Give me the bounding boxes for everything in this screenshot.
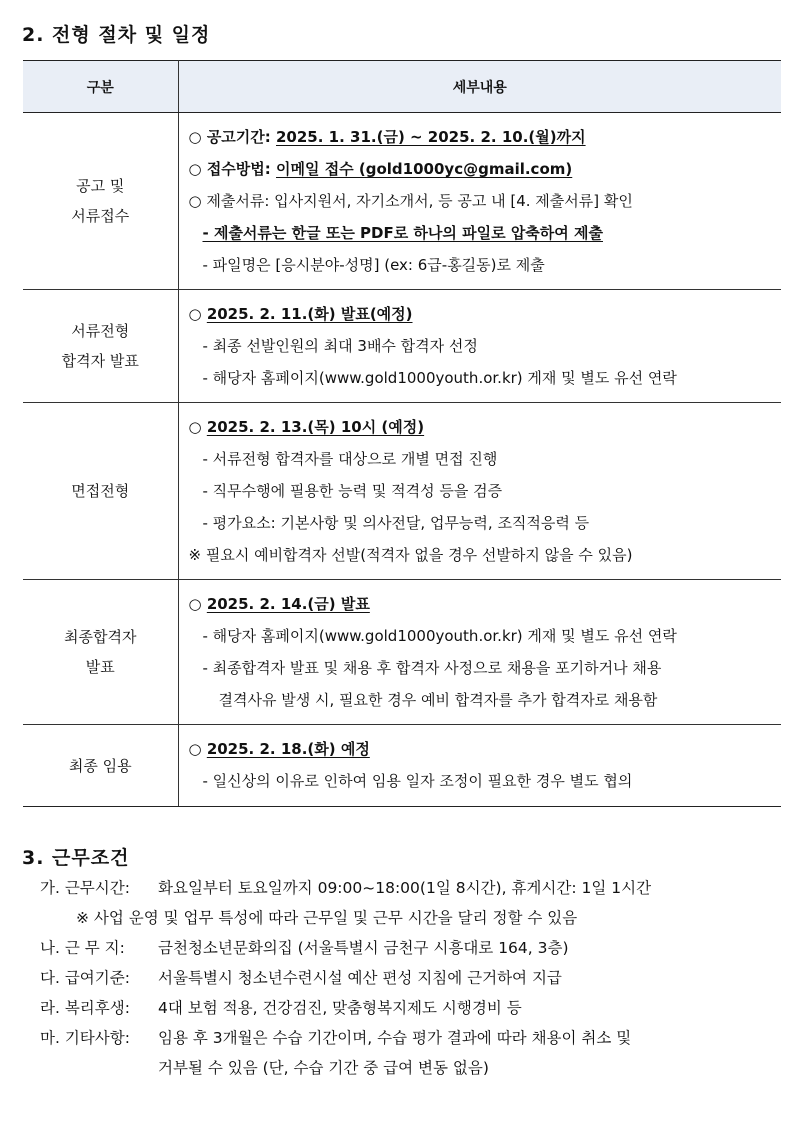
detail-line: - 해당자 홈페이지(www.gold1000youth.or.kr) 게재 및 별도 유선 연락 (202, 627, 677, 645)
row-details (178, 580, 781, 725)
section2-title: 2. 전형 절차 및 일정 (22, 24, 211, 46)
detail-line: 결격사유 발생 시, 필요한 경우 예비 합격자를 추가 합격자로 채용함 (218, 691, 658, 709)
row-category: 최종합격자 발표 (23, 580, 178, 725)
item-text: 4대 보험 적용, 건강검진, 맞춤형복지제도 시행경비 등 (158, 999, 522, 1017)
detail-line: ○ 접수방법: 이메일 접수 (gold1000yc@gmail.com) (188, 160, 573, 178)
detail-line: - 최종합격자 발표 및 채용 후 합격자 사정으로 채용을 포기하거나 채용 (202, 659, 662, 677)
list-item (40, 933, 651, 963)
section3-title: 3. 근무조건 (22, 847, 130, 869)
header-details: 세부내용 (178, 61, 781, 113)
table-row (23, 403, 781, 580)
item-label: 가. 근무시간: (40, 879, 130, 897)
row-category: 서류전형 합격자 발표 (23, 290, 178, 403)
item-text: 화요일부터 토요일까지 09:00~18:00(1일 8시간), 휴게시간: 1일 1시간 (158, 879, 652, 897)
detail-line: ○ 2025. 2. 14.(금) 발표 (188, 595, 370, 613)
table-row (23, 725, 781, 807)
detail-note: ※ 필요시 예비합격자 선발(적격자 없을 경우 선발하지 않을 수 있음) (188, 546, 633, 564)
table-row (23, 290, 781, 403)
work-conditions-list (40, 873, 651, 1083)
item-label: 라. 복리후생: (40, 999, 130, 1017)
item-text: 서울특별시 청소년수련시설 예산 편성 지침에 근거하여 지급 (158, 969, 562, 987)
table-row (23, 113, 781, 290)
detail-line: - 직무수행에 필용한 능력 및 적격성 등을 검증 (202, 482, 503, 500)
detail-line: ○ 2025. 2. 11.(화) 발표(예정) (188, 305, 413, 323)
detail-line: ○ 제출서류: 입사지원서, 자기소개서, 등 공고 내 [4. 제출서류] 확인 (188, 192, 633, 210)
item-label: 나. 근 무 지: (40, 939, 125, 957)
list-item (40, 963, 651, 993)
list-item-continuation: 거부될 수 있음 (단, 수습 기간 중 급여 변동 없음) (158, 1059, 489, 1077)
item-label: 마. 기타사항: (40, 1029, 130, 1047)
row-details (178, 403, 781, 580)
list-item (40, 993, 651, 1023)
row-category: 최종 임용 (23, 725, 178, 807)
detail-line: - 서류전형 합격자를 대상으로 개별 면접 진행 (202, 450, 498, 468)
row-category: 면접전형 (23, 403, 178, 580)
detail-line: ○ 2025. 2. 18.(화) 예정 (188, 740, 370, 758)
detail-line: - 평가요소: 기본사항 및 의사전달, 업무능력, 조직적응력 등 (202, 514, 590, 532)
item-text: 금천청소년문화의집 (서울특별시 금천구 시흥대로 164, 3층) (158, 939, 569, 957)
detail-line: ○ 공고기간: 2025. 1. 31.(금) ~ 2025. 2. 10.(월)까지 (188, 128, 586, 146)
row-details (178, 113, 781, 290)
schedule-table (23, 60, 781, 807)
detail-line: ○ 2025. 2. 13.(목) 10시 (예정) (188, 418, 425, 436)
item-label: 다. 급여기준: (40, 969, 130, 987)
row-details (178, 725, 781, 807)
detail-line: - 최종 선발인원의 최대 3배수 합격자 선정 (202, 337, 478, 355)
detail-line: - 제출서류는 한글 또는 PDF로 하나의 파일로 압축하여 제출 (202, 224, 603, 242)
list-item (40, 873, 651, 903)
detail-line: - 해당자 홈페이지(www.gold1000youth.or.kr) 게재 및 별도 유선 연락 (202, 369, 677, 387)
table-row (23, 580, 781, 725)
row-details (178, 290, 781, 403)
list-note: ※ 사업 운영 및 업무 특성에 따라 근무일 및 근무 시간을 달리 정할 수 있음 (76, 909, 578, 927)
table-header-row (23, 61, 781, 113)
detail-line: - 파일명은 [응시분야-성명] (ex: 6급-홍길동)로 제출 (202, 256, 545, 274)
detail-line: - 일신상의 이유로 인하여 임용 일자 조정이 필요한 경우 별도 협의 (202, 772, 633, 790)
list-item (40, 1023, 651, 1053)
item-text: 임용 후 3개월은 수습 기간이며, 수습 평가 결과에 따라 채용이 취소 및 (158, 1029, 632, 1047)
row-category: 공고 및 서류접수 (23, 113, 178, 290)
header-category: 구분 (23, 61, 178, 113)
